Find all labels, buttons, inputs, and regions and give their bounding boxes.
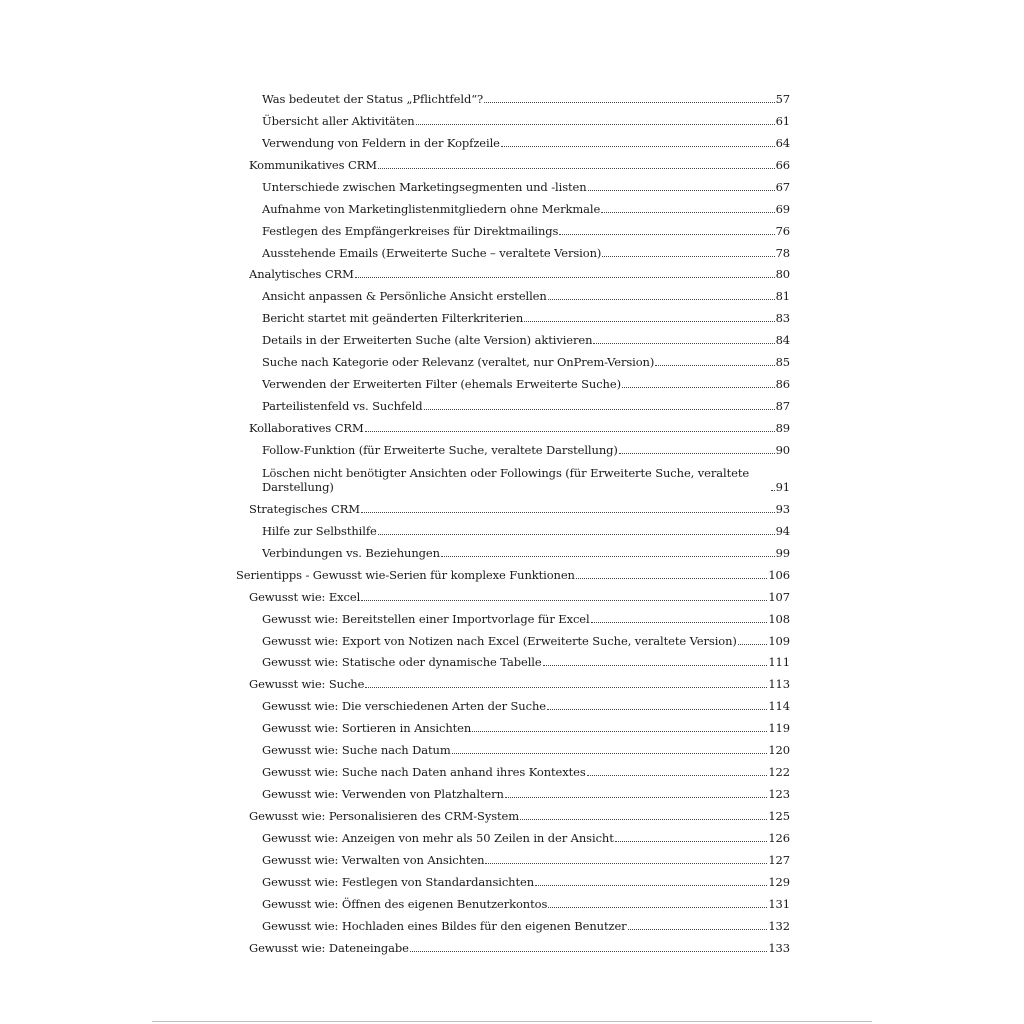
toc-page-number: 123	[768, 787, 790, 802]
toc-entry-title: Was bedeutet der Status „Pflichtfeld“?	[262, 91, 484, 106]
toc-page-number: 127	[768, 852, 790, 867]
toc-page-number: 114	[768, 699, 790, 714]
toc-entry[interactable]	[236, 933, 790, 955]
toc-entry-title: Verwenden der Erweiterten Filter (ehemals Erweiterte Suche)	[262, 377, 621, 392]
toc-entry[interactable]	[236, 435, 790, 457]
toc-entry-title: Gewusst wie: Suche nach Datum	[262, 743, 451, 758]
toc-entry-title: Gewusst wie: Excel	[249, 589, 361, 604]
table-of-contents	[236, 84, 790, 955]
dot-leader	[601, 212, 774, 213]
toc-entry-title: Strategisches CRM	[249, 501, 360, 516]
toc-entry-title: Gewusst wie: Die verschiedenen Arten der Suche	[262, 699, 546, 714]
dot-leader	[628, 929, 768, 930]
dot-leader	[587, 775, 768, 776]
dot-leader	[593, 343, 774, 344]
toc-entry-title: Gewusst wie: Hochladen eines Bildes für den eigenen Benutzer	[262, 918, 627, 933]
toc-entry[interactable]	[236, 260, 790, 282]
dot-leader	[615, 841, 768, 842]
toc-page-number: 107	[768, 589, 790, 604]
toc-entry-title: Ansicht anpassen & Persönliche Ansicht erstellen	[262, 289, 547, 304]
dot-leader	[535, 885, 767, 886]
toc-entry-title: Gewusst wie: Öffnen des eigenen Benutzerkontos	[262, 896, 548, 911]
toc-entry-title: Gewusst wie: Suche nach Daten anhand ihres Kontextes	[262, 765, 586, 780]
toc-entry-title: Details in der Erweiterten Suche (alte Version) aktivieren	[262, 333, 593, 348]
toc-entry[interactable]	[236, 369, 790, 391]
toc-entry[interactable]	[236, 172, 790, 194]
dot-leader	[543, 665, 768, 666]
toc-page-number: 122	[768, 765, 790, 780]
dot-leader	[501, 146, 775, 147]
toc-entry[interactable]	[236, 457, 790, 494]
toc-page-number: 66	[775, 157, 790, 172]
toc-entry[interactable]	[236, 347, 790, 369]
toc-entry-title: Gewusst wie: Dateneingabe	[249, 940, 409, 955]
toc-entry-title: Parteilistenfeld vs. Suchfeld	[262, 399, 423, 414]
toc-entry[interactable]	[236, 648, 790, 670]
toc-page-number: 61	[775, 113, 790, 128]
dot-leader	[524, 321, 774, 322]
toc-page-number: 93	[775, 501, 790, 516]
toc-entry-title: Verbindungen vs. Beziehungen	[262, 545, 440, 560]
toc-page-number: 106	[768, 567, 790, 582]
dot-leader	[441, 556, 775, 557]
dot-leader	[588, 190, 775, 191]
dot-leader	[485, 863, 767, 864]
dot-leader	[602, 256, 774, 257]
dot-leader	[452, 753, 768, 754]
toc-page-number: 76	[775, 223, 790, 238]
toc-entry[interactable]	[236, 845, 790, 867]
toc-page-number: 119	[768, 721, 790, 736]
toc-entry-title: Suche nach Kategorie oder Relevanz (veraltet, nur OnPrem-Version)	[262, 355, 655, 370]
dot-leader	[622, 387, 775, 388]
dot-leader	[361, 512, 775, 513]
toc-entry-title: Gewusst wie: Festlegen von Standardansichten	[262, 874, 535, 889]
toc-entry-title: Hilfe zur Selbsthilfe	[262, 523, 377, 538]
toc-entry-title: Festlegen des Empfängerkreises für Direktmailings	[262, 223, 559, 238]
toc-page-number: 125	[768, 809, 790, 823]
toc-page-number: 67	[775, 179, 790, 194]
toc-page-number: 132	[768, 918, 790, 933]
toc-entry[interactable]	[236, 823, 790, 845]
dot-leader	[365, 431, 775, 432]
toc-entry-title: Verwendung von Feldern in der Kopfzeile	[262, 135, 500, 150]
toc-entry[interactable]	[236, 757, 790, 779]
toc-entry[interactable]	[236, 713, 790, 735]
toc-entry-title: Serientipps - Gewusst wie-Serien für komplexe Funktionen	[236, 567, 575, 582]
toc-entry[interactable]	[236, 669, 790, 691]
toc-entry-title: Gewusst wie: Suche	[249, 677, 365, 692]
toc-page-number: 85	[775, 355, 790, 370]
dot-leader	[424, 409, 775, 410]
toc-page-number: 113	[768, 677, 790, 692]
dot-leader	[655, 365, 774, 366]
toc-page-number: 80	[775, 267, 790, 282]
toc-entry-title: Follow-Funktion (für Erweiterte Suche, veraltete Darstellung)	[262, 442, 618, 457]
toc-entry[interactable]	[236, 516, 790, 538]
toc-entry-title: Gewusst wie: Export von Notizen nach Excel (Erweiterte Suche, veraltete Version)	[262, 633, 737, 648]
toc-entry[interactable]	[236, 560, 790, 582]
toc-page-number: 90	[775, 442, 790, 457]
toc-entry[interactable]	[236, 216, 790, 238]
toc-entry-title: Gewusst wie: Personalisieren des CRM-System	[249, 809, 520, 823]
toc-page-number: 99	[775, 545, 790, 560]
toc-entry[interactable]	[236, 889, 790, 911]
toc-entry-title: Gewusst wie: Bereitstellen einer Importvorlage für Excel	[262, 611, 590, 626]
toc-entry-title: Ausstehende Emails (Erweiterte Suche – veraltete Version)	[262, 245, 602, 260]
toc-page-number: 89	[775, 421, 790, 435]
toc-entry-title: Übersicht aller Aktivitäten	[262, 113, 415, 128]
toc-entry-title: Löschen nicht benötigter Ansichten oder Followings (für Erweiterte Suche, veraltete Darstellung)	[262, 465, 750, 494]
toc-page-number: 64	[775, 135, 790, 150]
dot-leader	[378, 168, 775, 169]
toc-page-number: 87	[775, 399, 790, 414]
toc-page-number: 120	[768, 743, 790, 758]
toc-entry-title: Analytisches CRM	[249, 267, 354, 282]
toc-entry-title: Kollaboratives CRM	[249, 421, 364, 435]
toc-entry[interactable]	[236, 801, 790, 823]
dot-leader	[520, 819, 767, 820]
dot-leader	[365, 687, 767, 688]
toc-page-number: 133	[768, 940, 790, 955]
toc-entry[interactable]	[236, 413, 790, 435]
toc-entry-title: Gewusst wie: Sortieren in Ansichten	[262, 721, 472, 736]
toc-entry[interactable]	[236, 391, 790, 413]
toc-entry[interactable]	[236, 867, 790, 889]
dot-leader	[484, 102, 775, 103]
toc-entry[interactable]	[236, 238, 790, 260]
toc-entry[interactable]	[236, 194, 790, 216]
toc-page-number: 109	[768, 633, 790, 648]
toc-entry[interactable]	[236, 911, 790, 933]
toc-entry[interactable]	[236, 128, 790, 150]
toc-page-number: 78	[775, 245, 790, 260]
toc-entry[interactable]	[236, 303, 790, 325]
toc-entry[interactable]	[236, 106, 790, 128]
toc-entry[interactable]	[236, 150, 790, 172]
toc-page-number: 81	[775, 289, 790, 304]
toc-entry-title: Gewusst wie: Statische oder dynamische Tabelle	[262, 655, 542, 670]
dot-leader	[547, 709, 767, 710]
dot-leader	[416, 124, 775, 125]
toc-entry-title: Kommunikatives CRM	[249, 157, 377, 172]
toc-entry-title: Gewusst wie: Verwalten von Ansichten	[262, 852, 485, 867]
toc-entry[interactable]	[236, 494, 790, 516]
toc-entry[interactable]	[236, 691, 790, 713]
toc-page-number: 84	[775, 333, 790, 348]
toc-entry[interactable]	[236, 538, 790, 560]
toc-page-number: 108	[768, 611, 790, 626]
toc-entry[interactable]	[236, 626, 790, 648]
toc-page-number: 91	[775, 479, 790, 494]
toc-page-number: 111	[768, 655, 790, 670]
dot-leader	[771, 490, 775, 491]
toc-page-number: 126	[768, 830, 790, 845]
dot-leader	[361, 600, 767, 601]
dot-leader	[548, 299, 775, 300]
toc-entry-title: Gewusst wie: Verwenden von Platzhaltern	[262, 787, 504, 802]
dot-leader	[576, 578, 767, 579]
dot-leader	[505, 797, 768, 798]
toc-entry[interactable]	[236, 84, 790, 106]
dot-leader	[591, 622, 768, 623]
toc-page-number: 129	[768, 874, 790, 889]
dot-leader	[738, 644, 768, 645]
dot-leader	[559, 234, 774, 235]
toc-entry-title: Aufnahme von Marketinglistenmitgliedern ohne Merkmale	[262, 201, 601, 216]
dot-leader	[410, 951, 767, 952]
toc-entry[interactable]	[236, 582, 790, 604]
toc-entry[interactable]	[236, 281, 790, 303]
dot-leader	[378, 534, 775, 535]
toc-page-number: 57	[775, 91, 790, 106]
page-divider	[152, 1021, 872, 1022]
toc-entry[interactable]	[236, 325, 790, 347]
toc-entry[interactable]	[236, 779, 790, 801]
dot-leader	[472, 731, 767, 732]
toc-entry-title: Unterschiede zwischen Marketingsegmenten und -listen	[262, 179, 587, 194]
toc-entry-title: Gewusst wie: Anzeigen von mehr als 50 Zeilen in der Ansicht	[262, 830, 614, 845]
dot-leader	[548, 907, 767, 908]
toc-entry[interactable]	[236, 735, 790, 757]
dot-leader	[619, 453, 775, 454]
toc-page-number: 69	[775, 201, 790, 216]
toc-entry[interactable]	[236, 604, 790, 626]
toc-entry-title: Bericht startet mit geänderten Filterkriterien	[262, 311, 524, 326]
dot-leader	[355, 277, 775, 278]
toc-page-number: 86	[775, 377, 790, 392]
toc-page-number: 94	[775, 523, 790, 538]
toc-page-number: 83	[775, 311, 790, 326]
toc-page-number: 131	[768, 896, 790, 911]
